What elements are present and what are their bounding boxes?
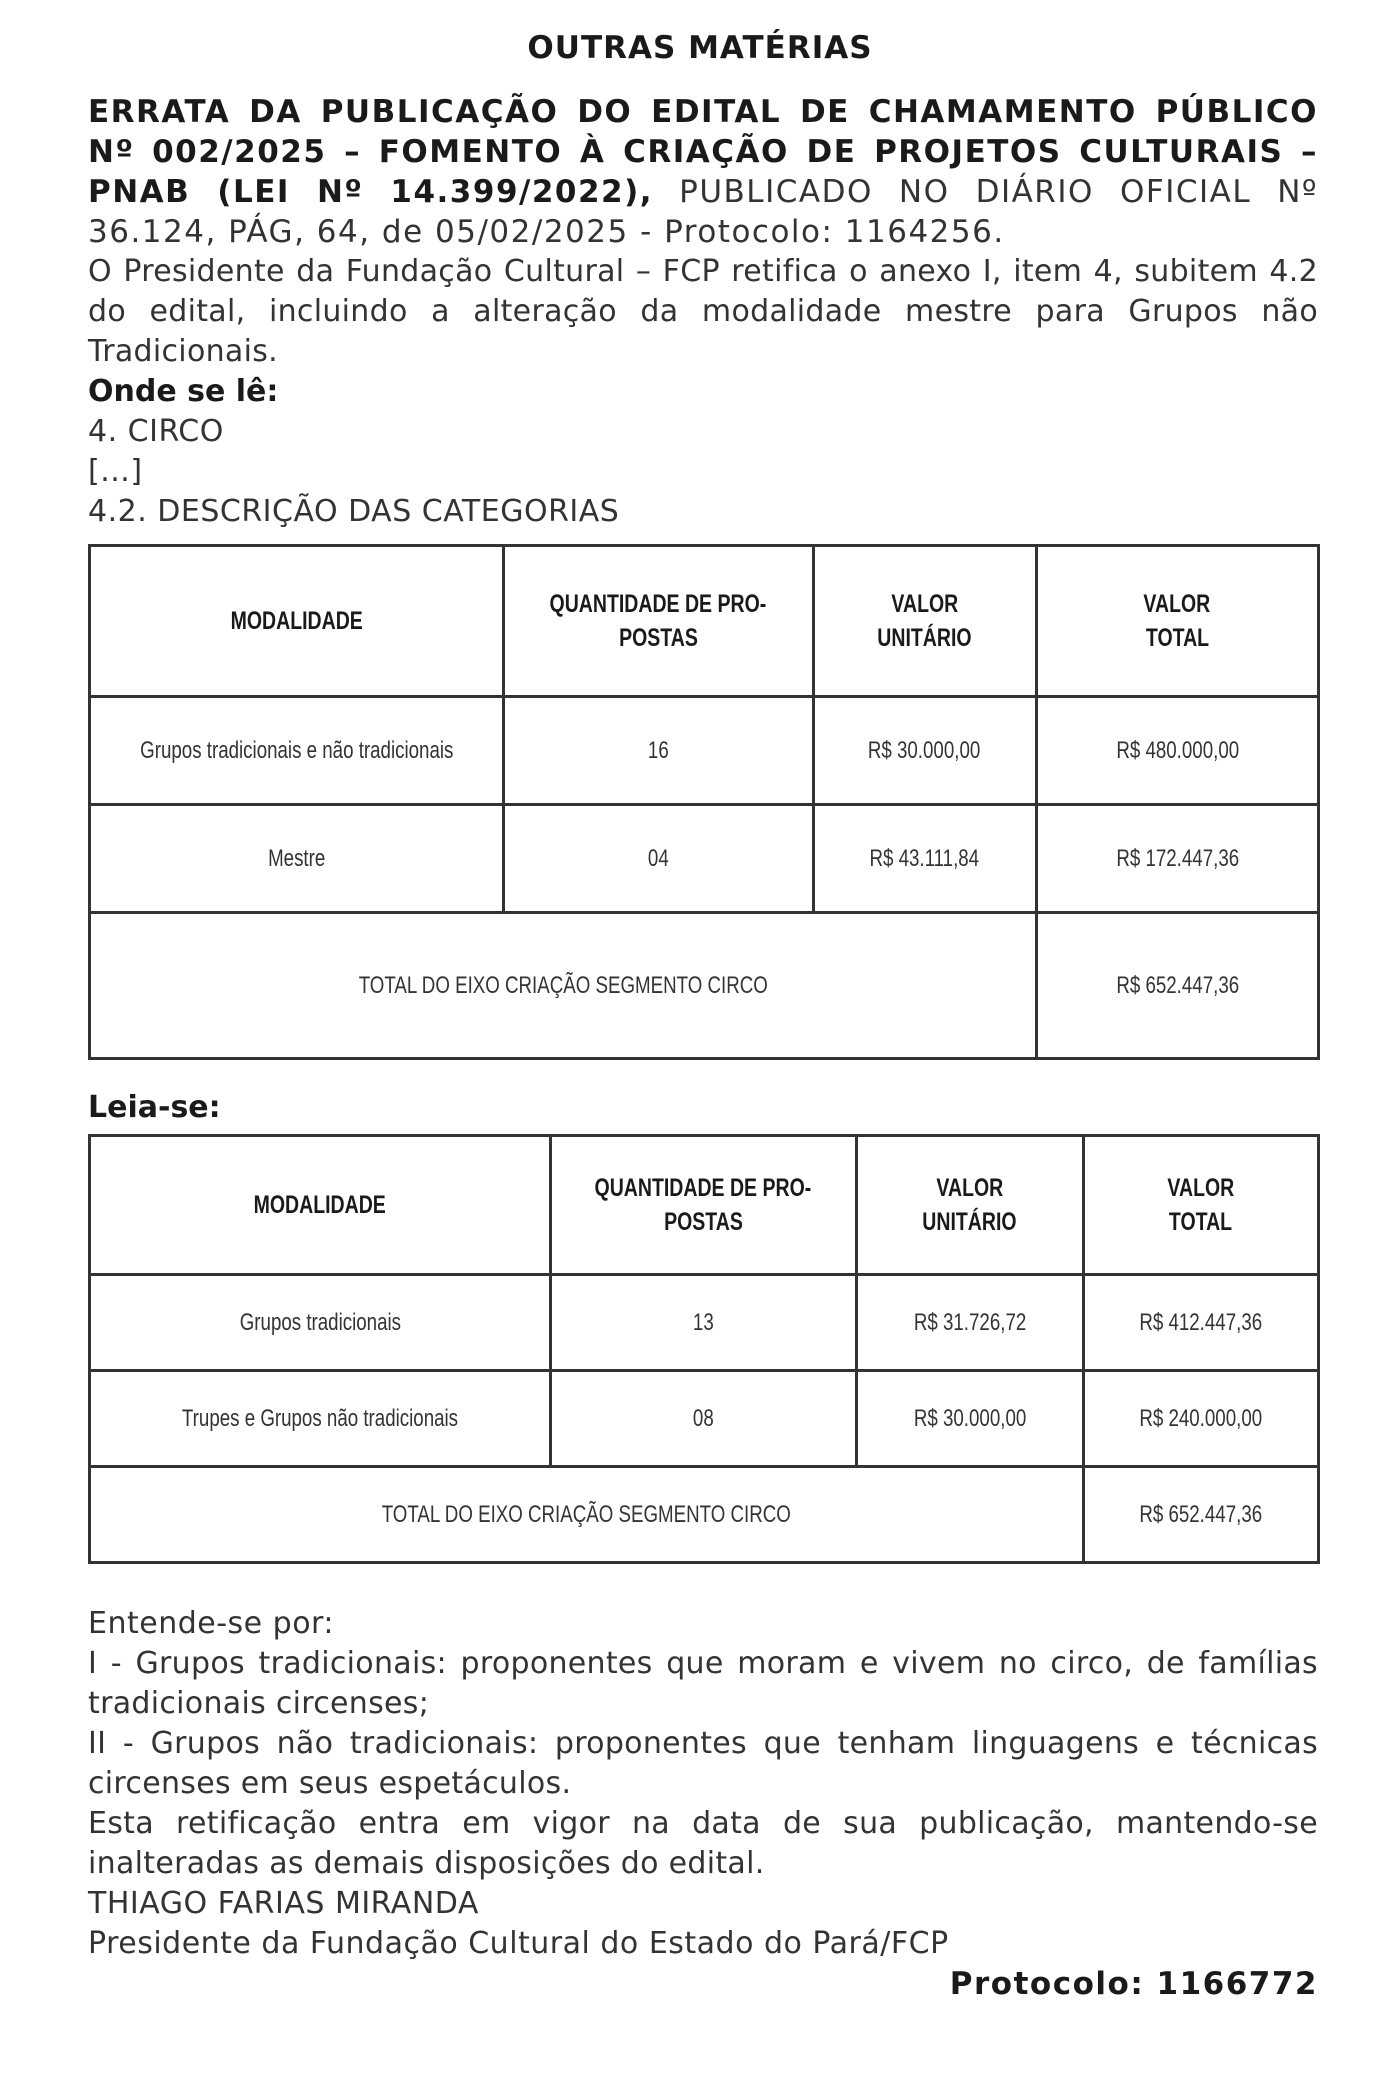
table-header-row	[90, 1136, 1319, 1275]
vigor-paragraph: Esta retificação entra em vigor na data de sua publicação, mantendo-se inalteradas as demais disposições do edital.	[88, 1806, 1318, 1881]
table-onde-se-le	[88, 544, 1320, 1060]
cell-valor-total: R$ 412.447,36	[1083, 1275, 1318, 1371]
header-valor-total: VALOR TOTAL	[1083, 1136, 1318, 1275]
errata-heading	[88, 92, 1318, 252]
cell-modalidade: Mestre	[90, 805, 504, 913]
cell-valor-unitario: R$ 30.000,00	[856, 1371, 1083, 1467]
header-quantidade: QUANTIDADE DE PRO- POSTAS	[503, 546, 813, 697]
leia-se-label: Leia-se:	[88, 1090, 221, 1125]
header-modalidade: MODALIDADE	[90, 1136, 551, 1275]
intro-paragraph: O Presidente da Fundação Cultural – FCP retifica o anexo I, item 4, subitem 4.2 do edital, incluindo a alteração da modalidade mestre para Grupos não Tradicionais.	[88, 254, 1318, 369]
total-label: TOTAL DO EIXO CRIAÇÃO SEGMENTO CIRCO	[90, 913, 1037, 1059]
table-row	[90, 805, 1319, 913]
cell-valor-total: R$ 480.000,00	[1036, 697, 1318, 805]
table-total-row	[90, 1467, 1319, 1563]
header-valor-unitario: VALOR UNITÁRIO	[856, 1136, 1083, 1275]
total-value: R$ 652.447,36	[1036, 913, 1318, 1059]
table-row	[90, 697, 1319, 805]
cell-quantidade: 04	[503, 805, 813, 913]
cell-quantidade: 16	[503, 697, 813, 805]
signatory-title: Presidente da Fundação Cultural do Estado do Pará/FCP	[88, 1926, 949, 1961]
definition-2: II - Grupos não tradicionais: proponentes que tenham linguagens e técnicas circenses em seus espetáculos.	[88, 1726, 1318, 1801]
total-label: TOTAL DO EIXO CRIAÇÃO SEGMENTO CIRCO	[90, 1467, 1084, 1563]
header-quantidade: QUANTIDADE DE PRO- POSTAS	[550, 1136, 856, 1275]
table-row	[90, 1371, 1319, 1467]
header-valor-total: VALOR TOTAL	[1036, 546, 1318, 697]
entende-se-label: Entende-se por:	[88, 1606, 334, 1641]
cell-valor-unitario: R$ 43.111,84	[813, 805, 1036, 913]
cell-quantidade: 08	[550, 1371, 856, 1467]
table-total-row	[90, 913, 1319, 1059]
section-title: OUTRAS MATÉRIAS	[527, 30, 873, 66]
cell-valor-total: R$ 240.000,00	[1083, 1371, 1318, 1467]
cell-modalidade: Grupos tradicionais	[90, 1275, 551, 1371]
cell-valor-total: R$ 172.447,36	[1036, 805, 1318, 913]
table-row	[90, 1275, 1319, 1371]
header-modalidade: MODALIDADE	[90, 546, 504, 697]
item-circo: 4. CIRCO	[88, 414, 224, 449]
protocol-number: Protocolo: 1166772	[949, 1966, 1318, 2002]
total-value: R$ 652.447,36	[1083, 1467, 1318, 1563]
signatory-name: THIAGO FARIAS MIRANDA	[88, 1886, 479, 1921]
header-valor-unitario: VALOR UNITÁRIO	[813, 546, 1036, 697]
cell-modalidade: Grupos tradicionais e não tradicionais	[90, 697, 504, 805]
errata-heading-rest: PUBLICADO NO DIÁRIO OFICIAL Nº 36.124, PÁG, 64, de 05/02/2025 - Protocolo: 1164256.	[88, 174, 1318, 250]
subitem-title: 4.2. DESCRIÇÃO DAS CATEGORIAS	[88, 494, 620, 529]
cell-valor-unitario: R$ 31.726,72	[856, 1275, 1083, 1371]
table-header-row	[90, 546, 1319, 697]
cell-modalidade: Trupes e Grupos não tradicionais	[90, 1371, 551, 1467]
cell-quantidade: 13	[550, 1275, 856, 1371]
errata-heading-bold: ERRATA DA PUBLICAÇÃO DO EDITAL DE CHAMAMENTO PÚBLICO Nº 002/2025 – FOMENTO À CRIAÇÃO DE PROJETOS CULTURAIS – PNAB (LEI Nº 14.399/2022),	[88, 94, 1318, 210]
cell-valor-unitario: R$ 30.000,00	[813, 697, 1036, 805]
content	[88, 92, 1318, 2004]
definition-1: I - Grupos tradicionais: proponentes que moram e vivem no circo, de famílias tradicionais circenses;	[88, 1646, 1318, 1721]
onde-se-le-label: Onde se lê:	[88, 374, 279, 409]
table-leia-se	[88, 1134, 1320, 1564]
ellipsis: [...]	[88, 454, 143, 489]
